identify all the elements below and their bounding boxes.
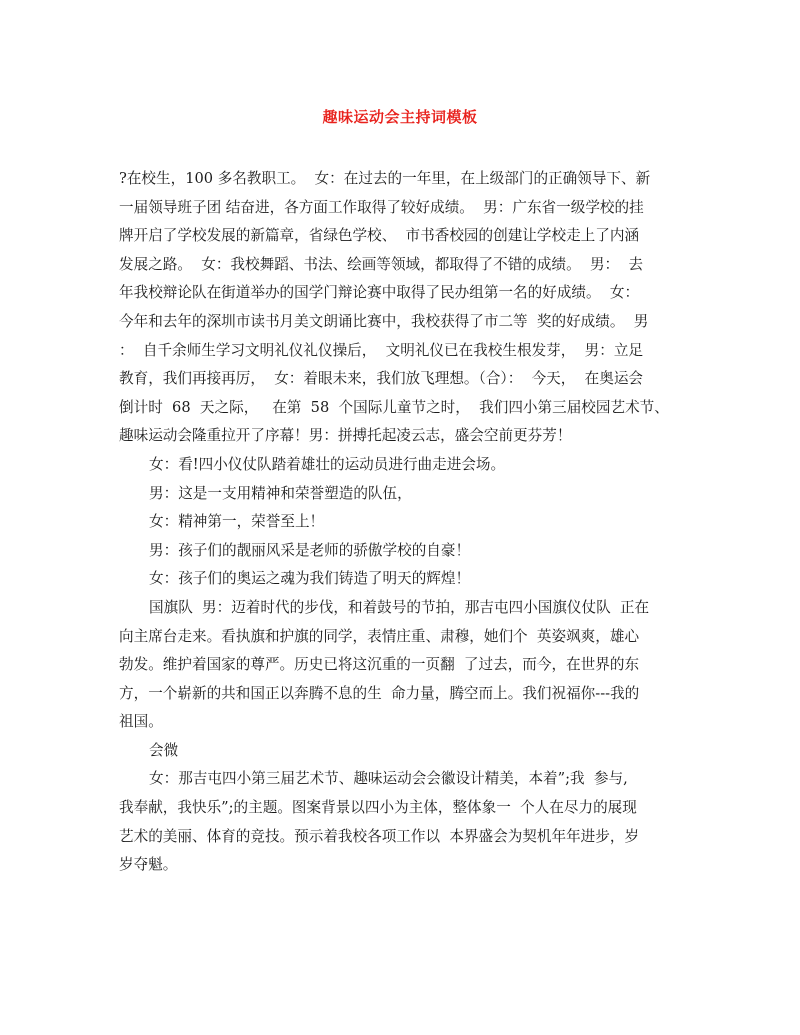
- text-line: 女：那吉屯四小第三届艺术节、趣味运动会会徽设计精美，本着”;我 参与,: [149, 770, 628, 788]
- text-line: 趣味运动会隆重拉开了序幕！男：拼搏托起凌云志，盛会空前更芬芳！: [119, 427, 572, 445]
- text-line: 女：看!四小仪仗队踏着雄壮的运动员进行曲走进会场。: [149, 455, 506, 473]
- text-line: 向主席台走来。看执旗和护旗的同学，表情庄重、肃穆，她们个 英姿飒爽，雄心: [119, 627, 640, 645]
- text-line: ?在校生，100 多名教职工。 女：在过去的一年里，在上级部门的正确领导下、新: [119, 170, 651, 187]
- text-line: 岁夺魁。: [119, 856, 178, 874]
- text-line: 教育，我们再接再厉， 女：着眼未来，我们放飞理想。（合）： 今天， 在奥运会: [119, 370, 644, 388]
- text-line: 年我校辩论队在街道举办的国学门辩论赛中取得了民办组第一名的好成绩。 女：: [119, 284, 640, 302]
- text-line: 女：孩子们的奥运之魂为我们铸造了明天的辉煌！: [149, 570, 471, 588]
- text-line: 发展之路。 女：我校舞蹈、书法、绘画等领域，都取得了不错的成绩。 男： 去: [119, 255, 644, 273]
- text-line: 男：孩子们的靓丽风采是老师的骄傲学校的自豪！: [149, 541, 471, 559]
- text-line: 勃发。维护着国家的尊严。历史已将这沉重的一页翻 了过去，而今，在世界的东: [119, 656, 640, 674]
- text-line: 牌开启了学校发展的新篇章，省绿色学校、 市书香校园的创建让学校走上了内涵: [119, 227, 640, 245]
- text-line: 男：这是一支用精神和荣誉塑造的队伍，: [149, 484, 412, 502]
- document-body: [119, 165, 685, 880]
- text-line: 一届领导班子团 结奋进，各方面工作取得了较好成绩。 男：广东省一级学校的挂: [119, 198, 644, 216]
- text-line: 女：精神第一，荣誉至上！: [149, 513, 325, 531]
- text-line: 国旗队 男：迈着时代的步伐，和着鼓号的节拍，那吉屯四小国旗仪仗队 正在: [149, 598, 650, 616]
- text-line: 方，一个崭新的共和国正以奔腾不息的生 命力量，腾空而上。我们祝福你---我的: [119, 684, 640, 702]
- text-line: 祖国。: [119, 713, 163, 731]
- text-line: 我奉献，我快乐”;的主题。图案背景以四小为主体，整体象一 个人在尽力的展现: [119, 799, 637, 817]
- text-line: 艺术的美丽、体育的竞技。预示着我校各项工作以 本界盛会为契机年年进步，岁: [119, 827, 640, 845]
- text-line: 会微: [149, 741, 179, 759]
- document-title: 趣味运动会主持词模板: [322, 108, 478, 126]
- text-line: 今年和去年的深圳市读书月美文朗诵比赛中，我校获得了市二等 奖的好成绩。 男: [119, 312, 649, 330]
- text-line: ： 自千余师生学习文明礼仪礼仪操后， 文明礼仪已在我校生根发芽， 男：立足: [119, 341, 644, 359]
- text-line: 倒计时 68 天之际， 在第 58 个国际儿童节之时， 我们四小第三届校园艺术节、: [119, 398, 669, 416]
